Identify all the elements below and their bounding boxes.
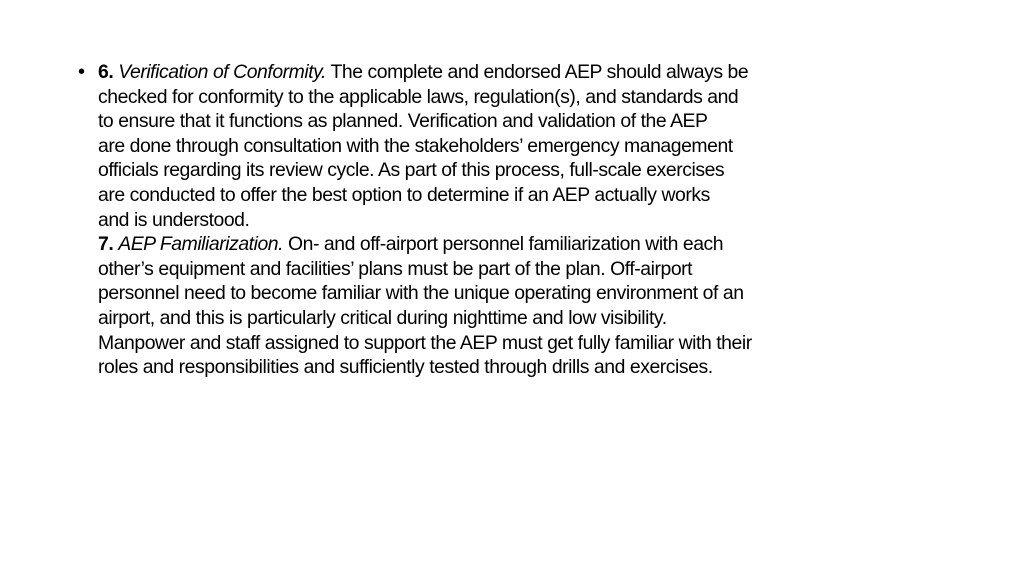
section-6-line: are done through consultation with the stakeholders’ emergency management [98,134,733,157]
section-7-heading: AEP Familiarization. [118,233,284,256]
section-7-line: roles and responsibilities and sufficiently tested through drills and exercises. [98,356,713,379]
section-6-line-1 [98,60,958,85]
section-6-line: checked for conformity to the applicable laws, regulation(s), and standards and [98,85,739,108]
section-6-line: and is understood. [98,208,250,231]
section-6-heading: Verification of Conformity. [118,61,326,83]
section-6-number: 6. [98,61,114,83]
section-6-line: are conducted to offer the best option to determine if an AEP actually works [98,183,710,206]
section-7-line: Manpower and staff assigned to support the AEP must get fully familiar with their [98,331,752,354]
bullet-body [98,60,958,380]
section-7-intro-text: On- and off-airport personnel familiarization with each [283,233,724,256]
section-7-line: personnel need to become familiar with the unique operating environment of an [98,282,744,305]
section-7-line: airport, and this is particularly critical during nighttime and low visibility. [98,306,667,329]
section-6-intro-text: The complete and endorsed AEP should always be [325,61,749,83]
bullet-marker: • [78,61,86,83]
section-7-line-1 [98,232,958,257]
section-7-line: other’s equipment and facilities’ plans must be part of the plan. Off-airport [98,257,693,280]
section-6-line: officials regarding its review cycle. As part of this process, full-scale exercises [98,159,725,182]
section-7-number: 7. [98,233,114,256]
section-6-line: to ensure that it functions as planned. Verification and validation of the AEP [98,110,708,133]
